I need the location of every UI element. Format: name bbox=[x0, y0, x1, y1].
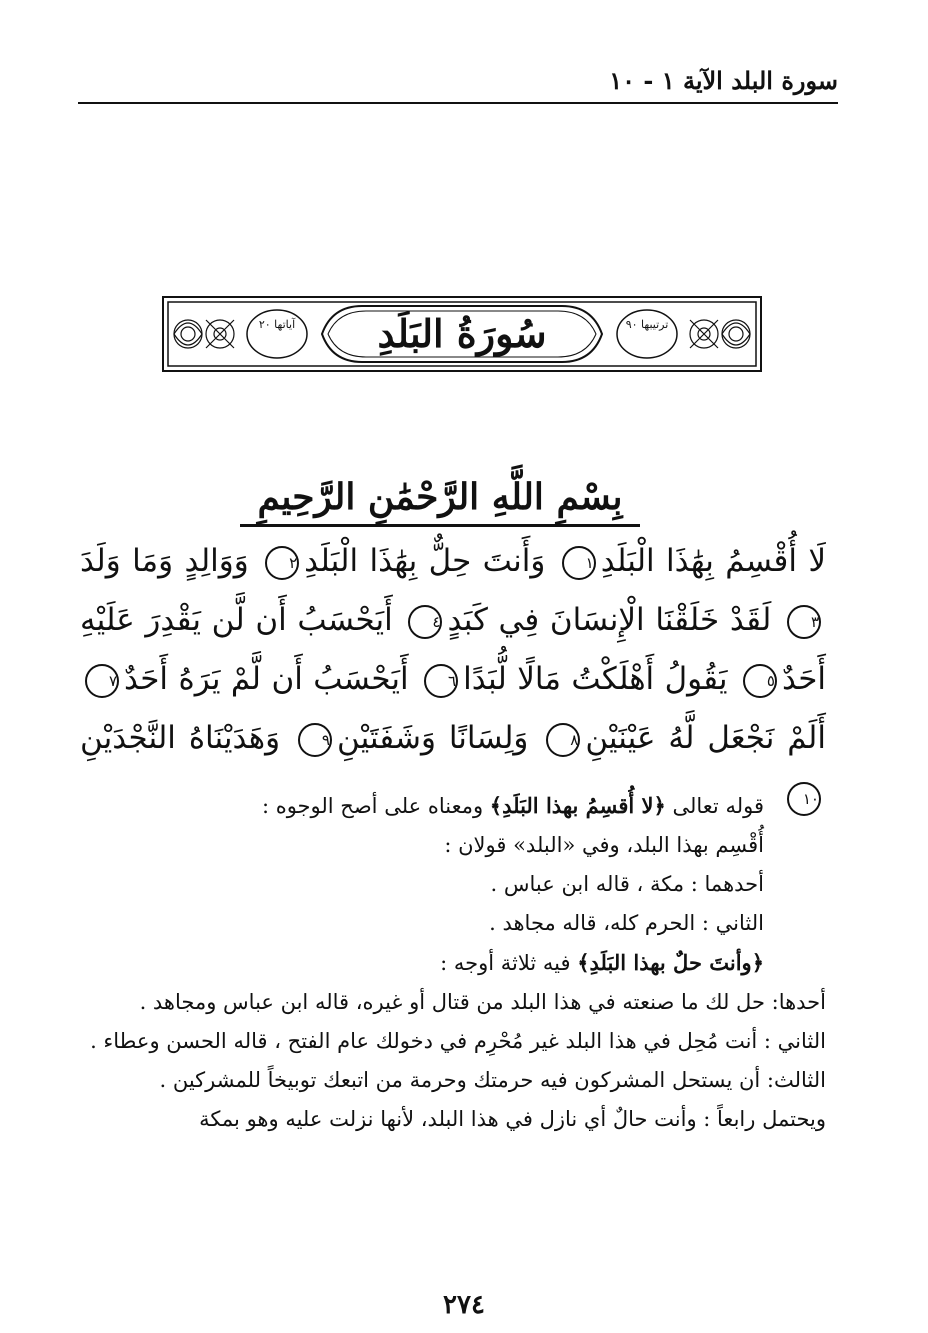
commentary-paragraph: أحدها: حل لك ما صنعته في هذا البلد من قتال أو غيره، قاله ابن عباس ومجاهد . bbox=[139, 990, 826, 1014]
ornament-left bbox=[174, 320, 234, 348]
commentary-paragraph: أُقْسِم بهذا البلد، وفي «البلد» قولان : bbox=[444, 833, 764, 857]
commentary-paragraph: أحدهما : مكة ، قاله ابن عباس . bbox=[490, 872, 764, 896]
ayah-number-marker: ٧ bbox=[85, 664, 119, 698]
ayah-text: أَلَمْ نَجْعَل لَّهُ عَيْنَيْنِ bbox=[585, 720, 826, 756]
order-label: ترتيبها ٩٠ bbox=[625, 318, 669, 331]
ayah-number-marker: ١٠ bbox=[787, 782, 821, 816]
commentary-text: فيه ثلاثة أوجه : bbox=[440, 951, 578, 975]
verses-count-label: آياتها ٢٠ bbox=[258, 318, 296, 331]
commentary-text: قوله تعالى bbox=[665, 794, 764, 818]
ayah-text: أَيَحْسَبُ أَن لَّمْ يَرَهُ أَحَدٌ bbox=[124, 661, 409, 697]
basmala: بِسْمِ اللَّهِ الرَّحْمَٰنِ الرَّحِيمِ bbox=[240, 470, 640, 527]
header-title: سورة البلد الآية ١ - ١٠ bbox=[609, 66, 838, 95]
quran-text bbox=[80, 532, 826, 827]
ayah-number-marker: ٦ bbox=[424, 664, 458, 698]
ayah-text: لَقَدْ خَلَقْنَا الْإِنسَانَ فِي كَبَدٍ bbox=[447, 602, 772, 638]
commentary-paragraph bbox=[74, 943, 826, 983]
ayah-text: وَأَنتَ حِلٌّ بِهَٰذَا الْبَلَدِ bbox=[304, 543, 546, 579]
verse-quote: ﴿لا أُقسِمُ بهذا البَلَدِ﴾ bbox=[489, 793, 666, 818]
commentary-paragraph: الثاني : أنت مُحِل في هذا البلد غير مُحْرِم في دخولك عام الفتح ، قاله الحسن وعطاء . bbox=[90, 1029, 826, 1053]
ayah-number-marker: ٨ bbox=[546, 723, 580, 757]
commentary-paragraph: الثالث: أن يستحل المشركون فيه حرمتك وحرمة من اتبعك توبيخاً للمشركين . bbox=[159, 1068, 826, 1092]
commentary bbox=[74, 786, 826, 1139]
ayah-number-marker: ٤ bbox=[408, 605, 442, 639]
commentary-paragraph bbox=[74, 786, 826, 826]
ornament-right bbox=[690, 320, 750, 348]
surah-title: سُورَةُ البَلَدِ bbox=[377, 311, 547, 356]
ayah-number-marker: ٣ bbox=[787, 605, 821, 639]
ayah-text: يَقُولُ أَهْلَكْتُ مَالًا لُّبَدًا bbox=[463, 661, 728, 697]
surah-banner bbox=[162, 296, 762, 372]
ayah-number-marker: ٢ bbox=[265, 546, 299, 580]
commentary-text: ومعناه على أصح الوجوه : bbox=[261, 794, 490, 818]
ayah-number-marker: ٥ bbox=[743, 664, 777, 698]
verse-quote: ﴿وأنتَ حلٌ بهذا البَلَدِ﴾ bbox=[577, 950, 764, 975]
ayah-text: وَلِسَانًا وَشَفَتَيْنِ bbox=[336, 720, 529, 756]
page-number: ٢٧٤ bbox=[443, 1290, 485, 1320]
ayah-number-marker: ١ bbox=[562, 546, 596, 580]
ayah-text: وَهَدَيْنَاهُ النَّجْدَيْنِ bbox=[80, 720, 281, 756]
ayah-text: لَا أُقْسِمُ بِهَٰذَا الْبَلَدِ bbox=[600, 543, 827, 579]
commentary-paragraph: الثاني : الحرم كله، قاله مجاهد . bbox=[489, 911, 764, 935]
running-header bbox=[78, 58, 838, 104]
ayah-text: أَيَحْسَبُ أَن لَّن يَقْدِرَ عَلَيْهِ أَحَدٌ bbox=[80, 602, 826, 697]
ayah-number-marker: ٩ bbox=[298, 723, 332, 757]
ayah-text: وَوَالِدٍ وَمَا وَلَدَ bbox=[80, 543, 249, 579]
commentary-paragraph: ويحتمل رابعاً : وأنت حالٌ أي نازل في هذا البلد، لأنها نزلت عليه وهو بمكة bbox=[199, 1107, 826, 1131]
